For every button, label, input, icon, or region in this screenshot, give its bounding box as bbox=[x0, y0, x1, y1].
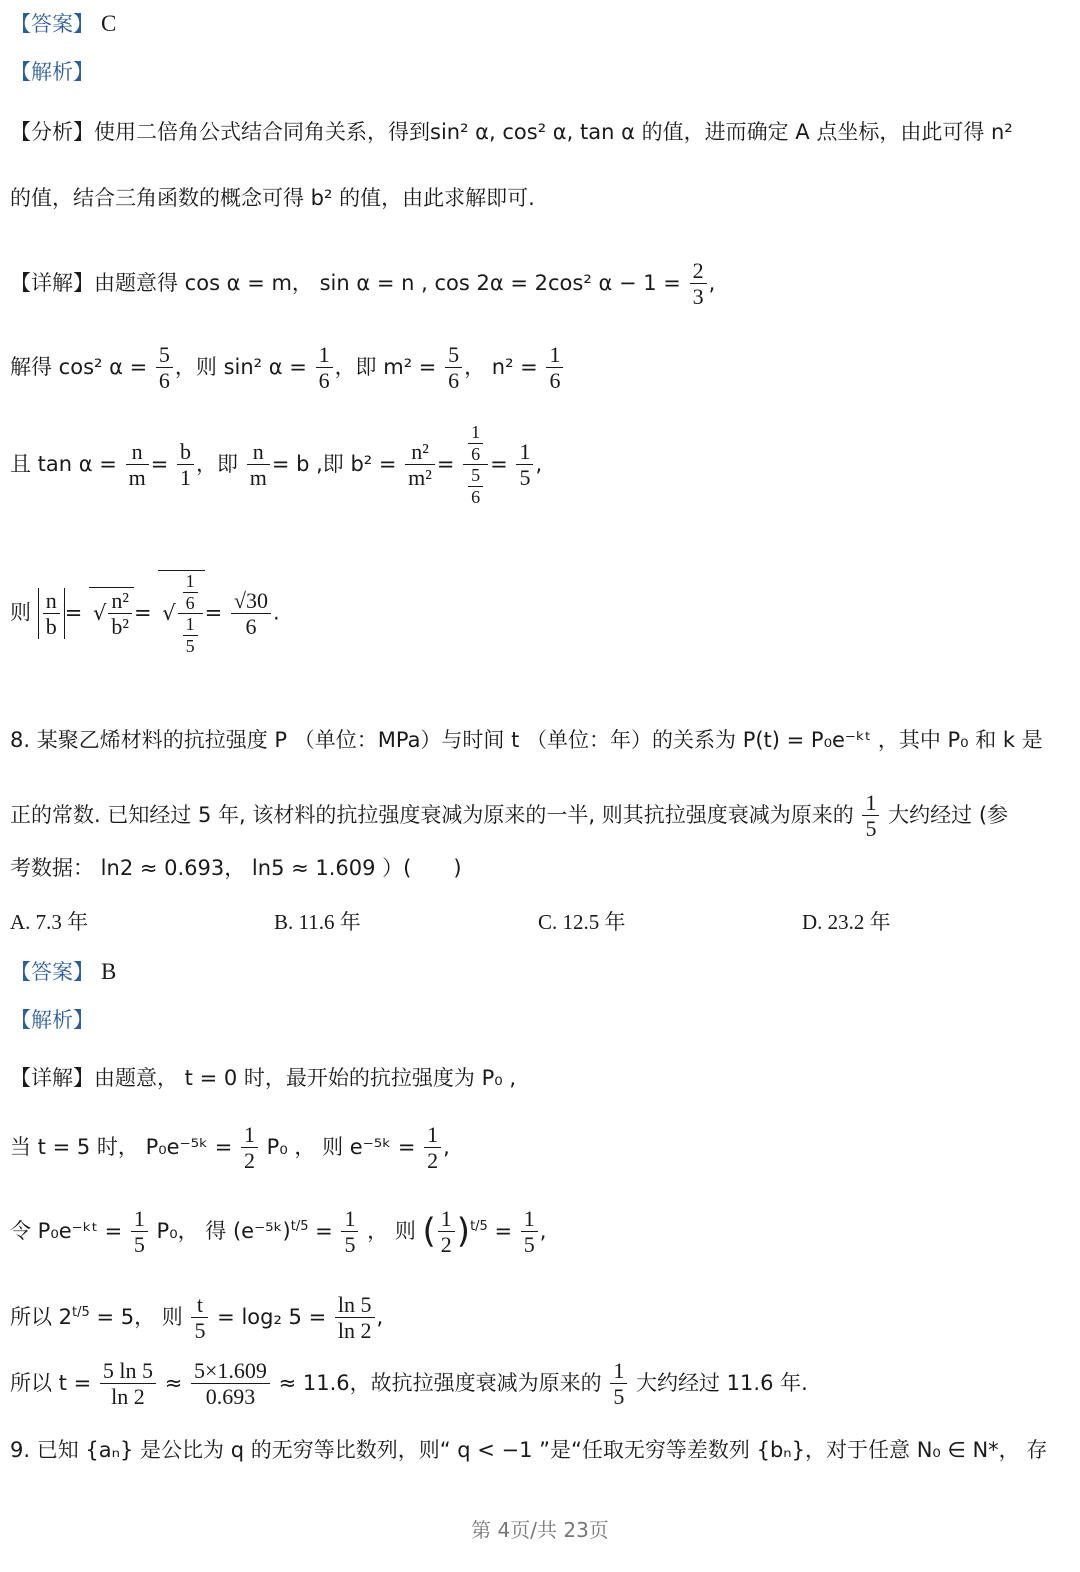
line2-prefix: 解得 cos² α = bbox=[10, 354, 148, 379]
sqrt-complex: √ $\frac{\frac{1}{6}}{\frac{1}{5}}$ bbox=[158, 570, 204, 657]
q8-answer-line bbox=[10, 958, 116, 986]
q8-stem-line3 bbox=[10, 856, 462, 881]
line4-prefix: 则 bbox=[10, 600, 31, 625]
l5-d: 大约经过 11.6 年. bbox=[636, 1370, 808, 1395]
q7-analysis-line1 bbox=[10, 120, 1013, 145]
q8-stem-line2 bbox=[10, 790, 1008, 842]
fraction-1-5-l3: $\frac{1}{5}$ bbox=[131, 1206, 148, 1258]
fraction-5ln5-ln2: $\frac{5 \ln 5}{\ln 2}$ bbox=[100, 1358, 156, 1410]
line2-mid1: ，则 sin² α = bbox=[174, 354, 307, 379]
q8-detail-line5 bbox=[10, 1358, 808, 1410]
line3-eq: = bbox=[150, 451, 169, 476]
fraction-1-2b: $\frac{1}{2}$ bbox=[424, 1122, 441, 1174]
fraction-t-5: $\frac{t}{5}$ bbox=[191, 1292, 208, 1344]
l5-b: ≈ bbox=[164, 1370, 183, 1395]
l3-b: P₀， 得 (e⁻⁵ᵏ) bbox=[156, 1218, 291, 1243]
line3-mid: ，即 bbox=[196, 451, 238, 476]
abs-value: $\frac{n}{b}$ bbox=[38, 588, 65, 640]
q7-analysis-line2 bbox=[10, 186, 535, 211]
option-a: A. 7.3 年 bbox=[10, 910, 89, 934]
answer-value: B bbox=[101, 959, 117, 984]
q8-stem-line1 bbox=[10, 728, 1043, 753]
q7-detail-line1: 【详解】由题意得 cos α = m， sin α = n , cos 2α = 2cos² α − 1 = $\frac{2}{3}$ , bbox=[10, 258, 716, 310]
fraction-n-m: $\frac{n}{m}$ bbox=[126, 439, 149, 491]
fraction-1-2: $\frac{1}{2}$ bbox=[241, 1122, 258, 1174]
q8-stem-1: 8. 某聚乙烯材料的抗拉强度 P （单位：MPa）与时间 t （单位：年）的关系为 P(t) = P₀e⁻ᵏᵗ ，其中 P₀ 和 k 是 bbox=[10, 728, 1043, 752]
q8-stem-2a: 正的常数. 已知经过 5 年, 该材料的抗拉强度衰减为原来的一半, 则其抗拉强度衰减为原来的 bbox=[10, 802, 854, 827]
q8-detail-line3: 令 P₀e⁻ᵏᵗ = $\frac{1}{5}$ P₀， 得 (e⁻⁵ᵏ)$^{t/5}$ = $\frac{1}{5}$ ， 则 ( $\frac{1}{2}$ )$^{t/5}$ = $\frac{1}{5}$ , bbox=[10, 1206, 547, 1258]
fraction-ln5-ln2: $\frac{\ln 5}{\ln 2}$ bbox=[335, 1292, 375, 1344]
l3-c: = bbox=[315, 1218, 333, 1243]
q9-stem-1: 9. 已知 {aₙ} 是公比为 q 的无穷等比数列，则“ q < −1 ”是“任取无穷等差数列 {bₙ}，对于任意 N₀ ∈ N*， 存 bbox=[10, 1438, 1048, 1462]
fraction-1-6: $\frac{1}{6}$ bbox=[316, 342, 333, 394]
detail-text-1: 由题意， t = 0 时，最开始的抗拉强度为 P₀ , bbox=[94, 1066, 516, 1090]
fraction-5-6: $\frac{5}{6}$ bbox=[156, 342, 173, 394]
line3-mid2: = b ,即 b² = bbox=[271, 451, 397, 476]
q7-detail-line3: 且 tan α = $\frac{n}{m}$ = $\frac{b}{1}$ ，即 $\frac{n}{m}$ = b ,即 b² = $\frac{\text{n²}}{\text{m²}}$ = $\frac{\frac{1}{6}}{\frac{5}{6}}$ = $\frac{1}{5}$ , bbox=[10, 422, 543, 508]
q8-detail-line1 bbox=[10, 1066, 516, 1091]
analysis-text-2: 的值，结合三角函数的概念可得 b² 的值，由此求解即可. bbox=[10, 186, 535, 210]
l5-a: 所以 t = bbox=[10, 1370, 92, 1395]
q7-detail-line4: 则 $\frac{n}{b}$ = √ $\frac{\text{n²}}{\text{b²}}$ = √ $\frac{\frac{1}{6}}{\frac{1}{5}}$ = $\frac{√30}{6}$ . bbox=[10, 571, 280, 657]
sqrt-n2-b2: √ $\frac{\text{n²}}{\text{b²}}$ bbox=[89, 587, 134, 640]
q8-analysis-heading bbox=[10, 1008, 94, 1034]
page-footer: 第 4页/共 23页 bbox=[471, 1518, 609, 1542]
l4-c: = log₂ 5 = bbox=[217, 1304, 327, 1329]
l3-e: = bbox=[494, 1218, 513, 1243]
answer-value: C bbox=[101, 11, 117, 36]
analysis-text-1: 使用二倍角公式结合同角关系，得到sin² α, cos² α, tan α 的值，进而确定 A 点坐标，由此可得 n² bbox=[94, 120, 1013, 144]
option-b: B. 11.6 年 bbox=[274, 910, 361, 934]
l4-a: 所以 2 bbox=[10, 1304, 73, 1329]
fraction-n-m-b: $\frac{n}{m}$ bbox=[247, 439, 270, 491]
analysis-tag: 【解析】 bbox=[10, 60, 94, 84]
l3-a: 令 P₀e⁻ᵏᵗ = bbox=[10, 1218, 123, 1243]
line2-mid2: ，即 m² = bbox=[334, 354, 437, 379]
line3-prefix: 且 tan α = bbox=[10, 451, 117, 476]
q7-detail-line2 bbox=[10, 342, 565, 394]
q8-detail-line2: 当 t = 5 时， P₀e⁻⁵ᵏ = $\frac{1}{2}$ P₀ ， 则 e⁻⁵ᵏ = $\frac{1}{2}$ , bbox=[10, 1122, 450, 1174]
l2-b: P₀ ， 则 e⁻⁵ᵏ = bbox=[266, 1134, 416, 1159]
result-fraction: $\frac{√30}{6}$ bbox=[231, 588, 271, 640]
l3-exp2: t/5 bbox=[470, 1218, 488, 1234]
option-c: C. 12.5 年 bbox=[538, 910, 626, 934]
answer-tag: 【答案】 bbox=[10, 960, 94, 984]
fraction-1-5: $\frac{1}{5}$ bbox=[516, 439, 533, 491]
detail-tag: 【详解】 bbox=[10, 1066, 94, 1090]
fraction-b-1: $\frac{b}{1}$ bbox=[177, 439, 194, 491]
l3-d: ， 则 bbox=[367, 1218, 416, 1243]
l4-exp: t/5 bbox=[72, 1304, 90, 1320]
fraction-1-5-l5: $\frac{1}{5}$ bbox=[610, 1358, 627, 1410]
fraction-1-5-stem: $\frac{1}{5}$ bbox=[862, 790, 879, 842]
q7-analysis-heading bbox=[10, 60, 94, 86]
l3-exp: t/5 bbox=[290, 1218, 309, 1234]
fraction-n2-m2: $\frac{\text{n²}}{\text{m²}}$ bbox=[405, 439, 435, 491]
line2-mid3: ， n² = bbox=[464, 354, 538, 379]
l2-a: 当 t = 5 时， P₀e⁻⁵ᵏ = bbox=[10, 1134, 233, 1159]
fraction-5-6b: $\frac{5}{6}$ bbox=[445, 342, 462, 394]
complex-fraction: $\frac{\frac{1}{6}}{\frac{5}{6}}$ bbox=[463, 422, 488, 508]
q8-stem-3: 考数据： ln2 ≈ 0.693， ln5 ≈ 1.609 ）( ) bbox=[10, 856, 462, 880]
l4-b: = 5， 则 bbox=[96, 1304, 183, 1329]
fraction-1-6b: $\frac{1}{6}$ bbox=[546, 342, 563, 394]
q9-stem-line1 bbox=[10, 1438, 1047, 1463]
q7-answer-line bbox=[10, 10, 116, 38]
detail-text-1: 由题意得 cos α = m， sin α = n , cos 2α = 2cos² α − 1 = bbox=[94, 270, 681, 295]
answer-tag: 【答案】 bbox=[10, 12, 94, 36]
fraction-1-5-l3b: $\frac{1}{5}$ bbox=[341, 1206, 358, 1258]
analysis-intro-tag: 【分析】 bbox=[10, 120, 94, 144]
fraction-2-3: $\frac{2}{3}$ bbox=[690, 258, 707, 310]
detail-tag: 【详解】 bbox=[10, 270, 94, 295]
q8-stem-2b: 大约经过 (参 bbox=[888, 802, 1009, 827]
fraction-1-5-l3c: $\frac{1}{5}$ bbox=[521, 1206, 538, 1258]
fraction-1-2-paren: $\frac{1}{2}$ bbox=[438, 1206, 455, 1258]
option-d: D. 23.2 年 bbox=[802, 910, 891, 934]
analysis-tag: 【解析】 bbox=[10, 1008, 94, 1032]
q8-detail-line4: 所以 $2^{t/5} = 5$， 则 $\frac{t}{5}$ = log₂ 5 = $\frac{\ln 5}{\ln 2}$ , bbox=[10, 1292, 384, 1344]
l5-c: ≈ 11.6，故抗拉强度衰减为原来的 bbox=[278, 1370, 602, 1395]
fraction-calc: $\frac{5\times 1.609}{0.693}$ bbox=[191, 1358, 270, 1410]
